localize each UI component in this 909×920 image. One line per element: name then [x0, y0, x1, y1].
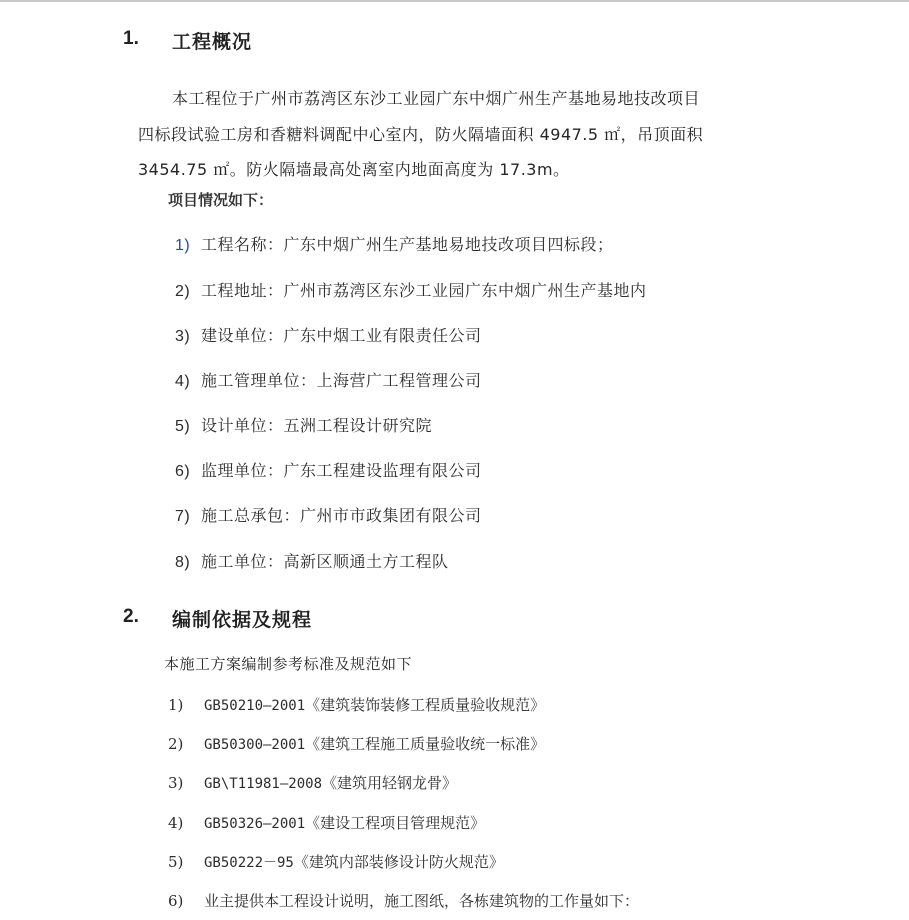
reference-number: 6): [168, 892, 184, 910]
reference-number: 2): [168, 735, 184, 753]
reference-title: 《建筑工程施工质量验收统一标准》: [305, 735, 546, 753]
project-info-subheading: 项目情况如下：: [168, 191, 274, 209]
list-item-number: 2): [175, 283, 191, 300]
list-item-text: 施工单位：高新区顺通土方工程队: [201, 552, 449, 571]
list-item-text: 施工总承包：广州市市政集团有限公司: [201, 506, 482, 525]
reference-code: GB50210—2001: [204, 698, 306, 714]
reference-item: [168, 812, 485, 833]
list-item-number: 8): [175, 554, 191, 571]
list-item-text: 工程名称：广东中烟广州生产基地易地技改项目四标段；: [201, 235, 614, 254]
reference-title: 《建筑用轻钢龙骨》: [322, 774, 458, 792]
list-item: [175, 323, 482, 346]
section-2-intro: 本施工方案编制参考标准及规范如下: [164, 655, 413, 673]
section-1-title: 工程概况: [172, 31, 253, 53]
top-border: [0, 0, 909, 2]
list-item-number: 6): [175, 463, 191, 480]
list-item-text: 建设单位：广东中烟工业有限责任公司: [201, 326, 482, 345]
reference-number: 4): [168, 814, 184, 832]
reference-code: GB50300—2001: [204, 737, 306, 753]
list-item: [175, 413, 432, 436]
list-item: [175, 278, 647, 301]
reference-code: GB50326—2001: [204, 816, 306, 832]
section-2-title: 编制依据及规程: [172, 609, 313, 631]
reference-item: [168, 694, 545, 715]
list-item-number: 3): [175, 328, 191, 345]
section-1-number: 1.: [123, 28, 139, 49]
reference-title: 《建设工程项目管理规范》: [305, 814, 486, 832]
list-item-text: 监理单位：广东工程建设监理有限公司: [201, 461, 482, 480]
reference-code: GB\T11981—2008: [204, 776, 323, 792]
section-2-number: 2.: [123, 606, 139, 627]
reference-item: [168, 733, 545, 754]
list-item-number: 1): [175, 237, 191, 254]
section-1-para-line-1: 本工程位于广州市荔湾区东沙工业园广东中烟广州生产基地易地技改项目: [172, 89, 701, 108]
list-item-number: 7): [175, 508, 191, 525]
reference-title: 业主提供本工程设计说明，施工图纸，各栋建筑物的工作量如下：: [204, 892, 640, 910]
reference-item: [168, 851, 504, 872]
reference-number: 1): [168, 696, 184, 714]
reference-item: [168, 772, 457, 793]
section-1-para-line-2: 四标段试验工房和香糖料调配中心室内，防火隔墙面积 4947.5 ㎡，吊顶面积: [138, 125, 704, 144]
list-item-text: 工程地址：广州市荔湾区东沙工业园广东中烟广州生产基地内: [201, 281, 647, 300]
list-item-text: 施工管理单位：上海营广工程管理公司: [201, 371, 482, 390]
list-item: [175, 549, 449, 572]
list-item: [175, 458, 482, 481]
reference-number: 5): [168, 853, 184, 871]
list-item-number: 5): [175, 418, 191, 435]
list-item: [175, 232, 614, 255]
reference-number: 3): [168, 774, 184, 792]
reference-title: 《建筑内部装修设计防火规范》: [293, 853, 504, 871]
list-item-number: 4): [175, 373, 191, 390]
list-item-text: 设计单位：五洲工程设计研究院: [201, 416, 433, 435]
section-1-para-line-3: 3454.75 ㎡。防火隔墙最高处离室内地面高度为 17.3m。: [138, 160, 570, 179]
list-item: [175, 503, 482, 526]
reference-code: GB50222－95: [204, 855, 294, 871]
list-item: [175, 368, 482, 391]
reference-item: [168, 890, 639, 911]
reference-title: 《建筑装饰装修工程质量验收规范》: [305, 696, 546, 714]
